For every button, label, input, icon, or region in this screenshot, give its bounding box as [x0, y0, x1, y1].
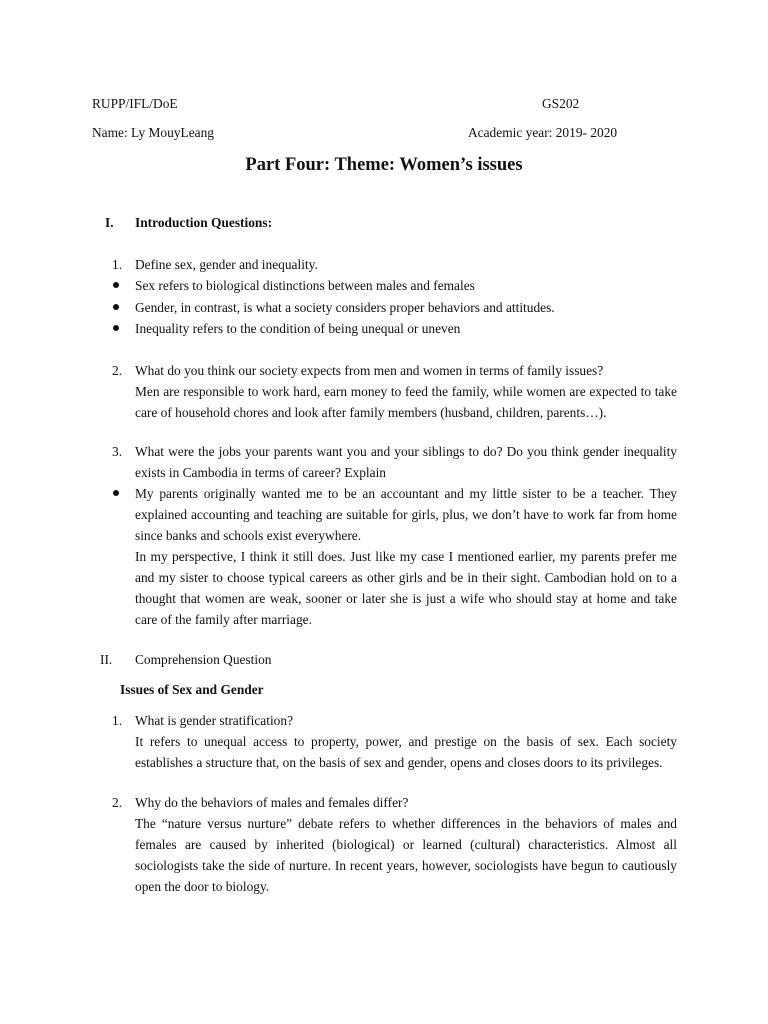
bullet-icon — [112, 325, 120, 333]
bullet-icon — [112, 490, 120, 498]
section-2-numeral: II. — [100, 652, 113, 667]
s1-q3-question: What were the jobs your parents want you and your siblings to do? Do you think gender inequality exists in Cambodia in terms of career? Explain — [135, 444, 677, 480]
academic-year: Academic year: 2019- 2020 — [468, 125, 618, 140]
s1-q3-answer-1: My parents originally wanted me to be an accountant and my little sister to be a teacher. They explained accounting and teaching are suitable for girls, plus, we don’t have to work far from home since banks and schools exist everywhere. — [135, 486, 677, 543]
s1-q1-bullet-inequality: Inequality refers to the condition of being unequal or uneven — [135, 321, 461, 336]
s1-q1-number: 1. — [112, 257, 123, 272]
section-2-heading: Comprehension Question — [135, 652, 272, 667]
s2-q2-answer: The “nature versus nurture” debate refers to whether differences in the behaviors of males and females are caused by inherited (biological) or learned (cultural) characteristics. Almost all sociologists take the side of nurture. In recent years, however, sociologists have begun to cautiously open the door to biology. — [135, 816, 677, 894]
s1-q1-question: Define sex, gender and inequality. — [135, 257, 318, 272]
bullet-icon — [112, 282, 120, 290]
s2-q2-number: 2. — [112, 795, 123, 810]
subject-code: GS202 — [542, 96, 580, 111]
s1-q3-number: 3. — [112, 444, 123, 459]
section-1-heading: Introduction Questions: — [135, 215, 273, 230]
s1-q2-number: 2. — [112, 363, 123, 378]
page-title: Part Four: Theme: Women’s issues — [245, 155, 523, 175]
s2-q1-number: 1. — [112, 713, 123, 728]
s2-q2-question: Why do the behaviors of males and females differ? — [135, 795, 409, 810]
s2-q1-answer: It refers to unequal access to property, power, and prestige on the basis of sex. Each society establishes a structure that, on the basis of sex and gender, opens and closes doors to its privileges. — [135, 734, 677, 770]
s1-q2-answer: Men are responsible to work hard, earn money to feed the family, while women are expected to take care of household chores and look after family members (husband, children, parents…). — [135, 384, 677, 420]
s1-q1-bullet-gender: Gender, in contrast, is what a society considers proper behaviors and attitudes. — [135, 300, 555, 315]
s1-q1-bullet-sex: Sex refers to biological distinctions between males and females — [135, 278, 475, 293]
s2-q1-question: What is gender stratification? — [135, 713, 294, 728]
section-1-numeral: I. — [105, 215, 114, 230]
course-code: RUPP/IFL/DoE — [92, 96, 178, 111]
section-2-subheading: Issues of Sex and Gender — [120, 682, 264, 697]
s1-q2-question: What do you think our society expects from men and women in terms of family issues? — [135, 363, 604, 378]
s1-q3-answer-2: In my perspective, I think it still does. Just like my case I mentioned earlier, my parents prefer me and my sister to choose typical careers as other girls and be in their sight. Cambodian hold on to a thought that women are weak, sooner or later she is just a wife who should stay at home and take care of the family after marriage. — [135, 549, 677, 627]
bullet-icon — [112, 304, 120, 312]
student-name: Name: Ly MouyLeang — [92, 125, 214, 140]
